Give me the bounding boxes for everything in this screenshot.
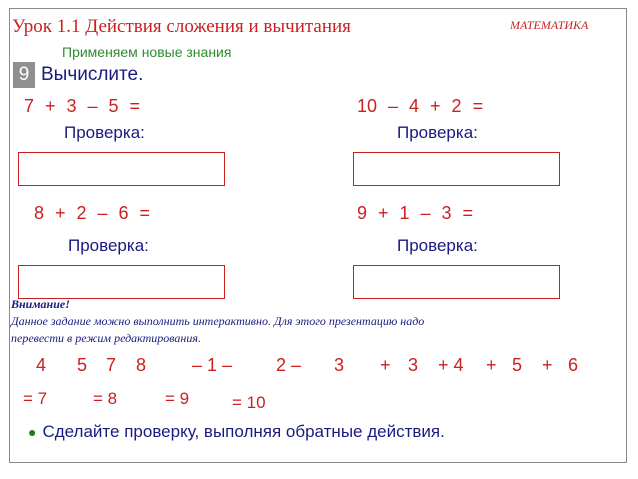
tile-plus[interactable]: + [380,355,391,375]
tile-5b[interactable]: 5 [512,355,523,375]
tile-2-minus[interactable]: 2 – [276,355,302,375]
tile-5[interactable]: 5 [77,355,88,375]
tile-6[interactable]: 6 [568,355,579,375]
result-tile-7[interactable]: = 7 [23,389,48,408]
instruction-text: Сделайте проверку, выполняя обратные действия. [42,422,445,441]
tile-3[interactable]: 3 [334,355,345,375]
notice-block [11,296,424,347]
result-tile-10[interactable]: = 10 [232,393,266,412]
exercise-3-answer-box[interactable] [18,265,225,299]
exercise-3-check-label: Проверка: [68,236,149,255]
tile-plus-4[interactable]: + 4 [438,355,464,375]
notice-line-2: перевести в режим редактирования. [11,331,201,345]
tile-4[interactable]: 4 [36,355,47,375]
tile-plus-c[interactable]: + [542,355,553,375]
bullet-dot-icon: ● [28,424,37,440]
tile-8[interactable]: 8 [136,355,147,375]
exercise-2-expression: 10 – 4 + 2 = [357,96,484,116]
exercise-4-answer-box[interactable] [353,265,560,299]
exercise-2-check-label: Проверка: [397,123,478,142]
exercise-1-check-label: Проверка: [64,123,145,142]
exercise-2-answer-box[interactable] [353,152,560,186]
tile-3b[interactable]: 3 [408,355,419,375]
exercise-4-check-label: Проверка: [397,236,478,255]
lesson-title: Урок 1.1 Действия сложения и вычитания [12,16,351,37]
result-tile-9[interactable]: = 9 [165,389,190,408]
exercise-4-expression: 9 + 1 – 3 = [357,203,474,223]
exercise-1-answer-box[interactable] [18,152,225,186]
task-number-badge: 9 [13,62,35,88]
notice-line-1: Данное задание можно выполнить интерактивно. Для этого презентацию надо [11,314,425,328]
subject-label: МАТЕМАТИКА [510,18,589,32]
instruction-line [28,422,445,442]
tile-minus-1-minus[interactable]: – 1 – [192,355,233,375]
tile-7[interactable]: 7 [106,355,117,375]
exercise-3-expression: 8 + 2 – 6 = [34,203,151,223]
exercise-1-expression: 7 + 3 – 5 = [24,96,141,116]
notice-title: Внимание! [11,297,70,311]
tile-plus-b[interactable]: + [486,355,497,375]
subtitle: Применяем новые знания [62,44,232,60]
result-tile-8[interactable]: = 8 [93,389,118,408]
task-heading: Вычислите. [41,64,144,85]
